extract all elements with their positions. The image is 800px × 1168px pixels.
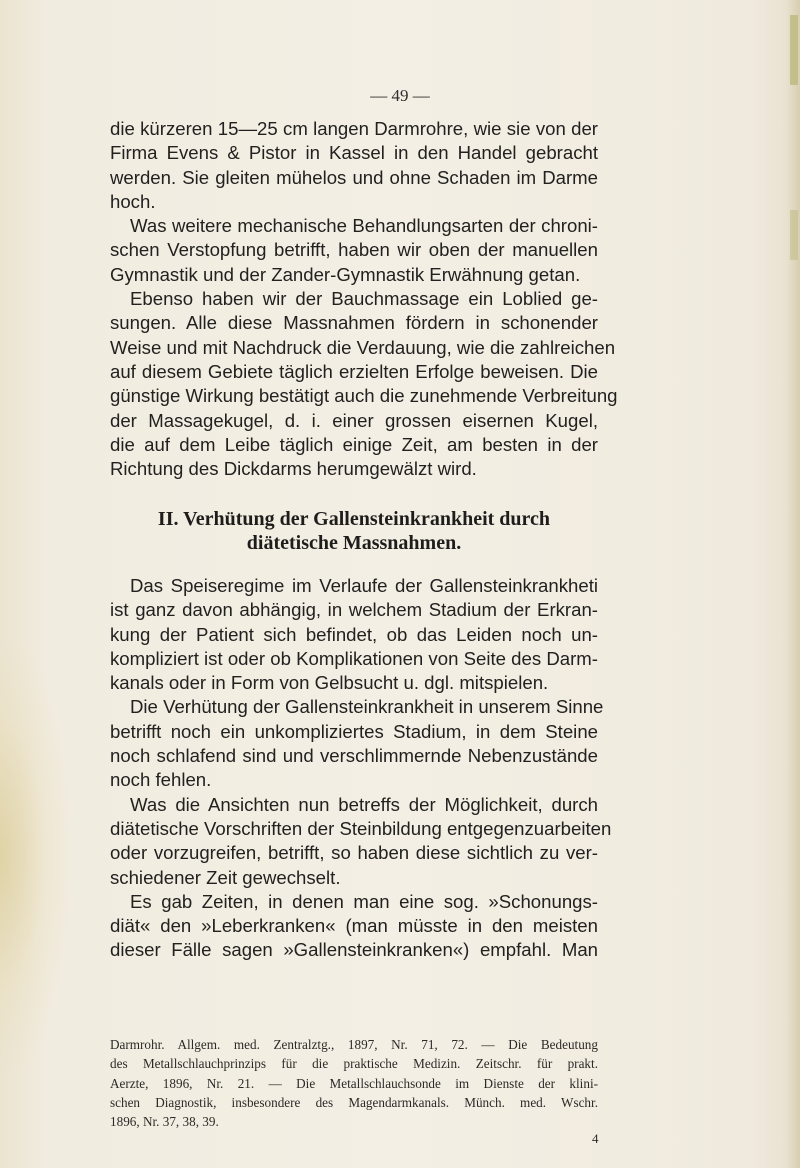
- printer-signature: 4: [592, 1131, 599, 1146]
- section-heading: [110, 508, 598, 555]
- heading-line: II. Verhütung der Gallensteinkrankheit durch: [157, 508, 551, 530]
- text-line: noch schlafend sind und verschlimmernde Nebenzustände: [110, 745, 598, 767]
- text-line: kanals oder in Form von Gelbsucht u. dgl. mitspielen.: [110, 672, 549, 694]
- page-number: — 49 —: [370, 86, 430, 105]
- footnote: [110, 1035, 598, 1131]
- text-line: Das Speiseregime im Verlaufe der Gallensteinkrankheti: [130, 575, 598, 596]
- footnote-line: 1896, Nr. 37, 38, 39.: [110, 1114, 219, 1130]
- text-line: kung der Patient sich befindet, ob das Leiden noch un-: [110, 623, 598, 645]
- text-line: dieser Fälle sagen »Gallensteinkranken«) empfahl. Man: [110, 939, 598, 961]
- text-line: die auf dem Leibe täglich einige Zeit, am besten in der: [110, 433, 598, 455]
- text-line: auf diesem Gebiete täglich erzielten Erfolge beweisen. Die: [110, 360, 598, 382]
- body-text-lower: [110, 574, 612, 963]
- text-line: diätetische Vorschriften der Steinbildung entgegenzuarbeiten: [110, 817, 612, 839]
- text-line: schiedener Zeit gewechselt.: [110, 866, 341, 888]
- text-line: Gymnastik und der Zander-Gymnastik Erwähnung getan.: [110, 263, 581, 285]
- text-line: günstige Wirkung bestätigt auch die zunehmende Verbreitung: [110, 385, 618, 407]
- text-line: kompliziert ist oder ob Komplikationen von Seite des Darm-: [110, 647, 598, 669]
- text-line: betrifft noch ein unkompliziertes Stadium, in dem Steine: [110, 720, 598, 742]
- text-line: der Massagekugel, d. i. einer grossen eisernen Kugel,: [110, 409, 598, 431]
- text-line: oder vorzugreifen, betrifft, so haben diese sichtlich zu ver-: [110, 842, 598, 864]
- page-stain: [0, 640, 70, 1070]
- text-line: Was die Ansichten nun betreffs der Möglichkeit, durch: [130, 793, 598, 815]
- text-line: diät« den »Leberkranken« (man müsste in den meisten: [110, 915, 598, 937]
- text-line: ist ganz davon abhängig, in welchem Stadium der Erkran-: [110, 599, 598, 621]
- text-line: Was weitere mechanische Behandlungsarten der chroni-: [130, 215, 598, 237]
- text-line: noch fehlen.: [110, 769, 212, 791]
- text-line: Ebenso haben wir der Bauchmassage ein Loblied ge-: [130, 288, 598, 310]
- text-line: Firma Evens & Pistor in Kassel in den Handel gebracht: [110, 142, 598, 164]
- page-edge-mark: [790, 210, 798, 260]
- footnote-line: des Metallschlauchprinzips für die praktische Medizin. Zeitschr. für prakt.: [110, 1056, 598, 1072]
- text-line: Die Verhütung der Gallensteinkrankheit in unserem Sinne: [130, 696, 604, 718]
- text-line: Es gab Zeiten, in denen man eine sog. »Schonungs-: [130, 890, 598, 912]
- body-text-upper: [110, 117, 618, 481]
- heading-line: diätetische Massnahmen.: [246, 531, 462, 554]
- page-edge-mark: [790, 15, 798, 85]
- footnote-line: Darmrohr. Allgem. med. Zentralztg., 1897, Nr. 71, 72. — Die Bedeutung: [110, 1037, 598, 1052]
- footnote-line: schen Diagnostik, insbesondere des Magendarmkanals. Münch. med. Wschr.: [110, 1094, 598, 1110]
- footnote-line: Aerzte, 1896, Nr. 21. — Die Metallschlauchsonde im Dienste der klini-: [110, 1075, 598, 1091]
- text-line: Richtung des Dickdarms herumgewälzt wird.: [110, 458, 477, 480]
- page-edge-shadow: [786, 0, 800, 1168]
- text-line: hoch.: [110, 190, 156, 212]
- text-line: die kürzeren 15—25 cm langen Darmrohre, wie sie von der: [110, 118, 598, 139]
- text-line: werden. Sie gleiten mühelos und ohne Schaden im Darme: [110, 166, 598, 188]
- text-line: Weise und mit Nachdruck die Verdauung, wie die zahlreichen: [110, 336, 616, 358]
- text-line: schen Verstopfung betrifft, haben wir oben der manuellen: [110, 239, 598, 261]
- text-line: sungen. Alle diese Massnahmen fördern in schonender: [110, 312, 598, 334]
